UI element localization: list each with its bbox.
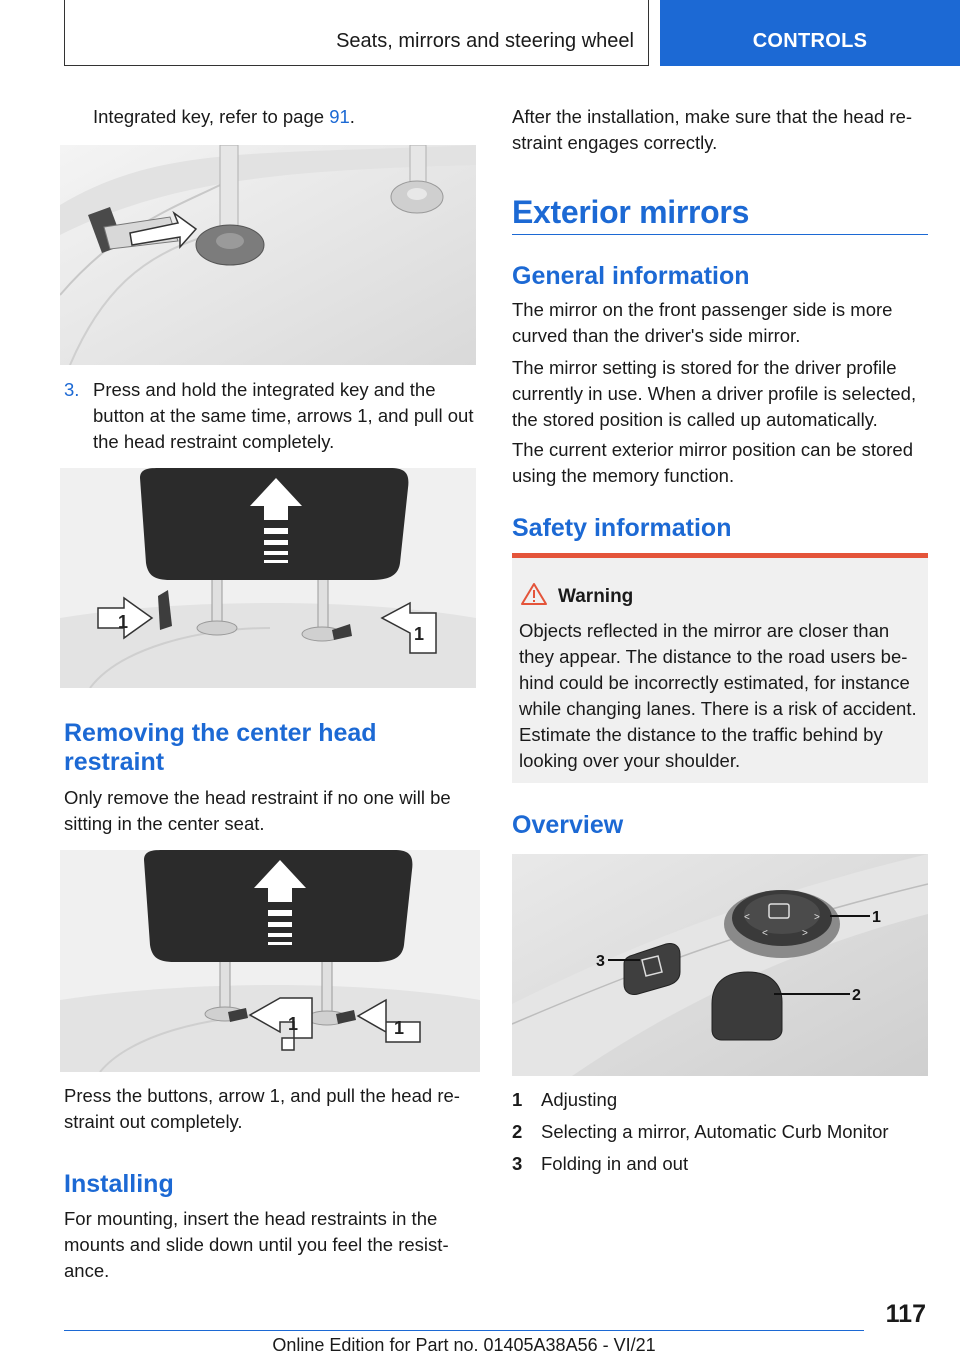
heading-exterior-mirrors: Exterior mirrors <box>512 194 750 230</box>
svg-text:>: > <box>802 928 808 939</box>
legend-item <box>512 1119 928 1145</box>
general-paragraph-1: The mirror on the front passenger side is more curved than the driver's side mirror. <box>512 299 893 346</box>
fig3-label-left: 1 <box>288 1014 299 1034</box>
fig4-label-2: 2 <box>852 987 861 1004</box>
figure-center-head-restraint <box>60 850 480 1072</box>
heading-overview: Overview <box>512 811 624 839</box>
fig3-label-right: 1 <box>394 1018 405 1038</box>
installing-paragraph: For mounting, insert the head restraints in the mounts and slide down until you feel the resistance. <box>64 1208 449 1281</box>
warning-text: Objects reflected in the mirror are closer than they appear. The distance to the road users behind could be incorrectly estimated, for instance while changing lanes. There is a risk of accident. Estimate the distance to the traffic behind by looking over your shoulder. <box>519 620 917 771</box>
fig2-label-right: 1 <box>414 624 425 644</box>
intro-suffix: . <box>349 106 355 127</box>
heading-removing-center: Removing the center head restraint <box>64 719 377 776</box>
warning-box <box>512 553 928 783</box>
legend-text: Adjusting <box>541 1089 618 1110</box>
heading-general-information: General information <box>512 262 750 290</box>
legend-text: Selecting a mirror, Automatic Curb Monitor <box>541 1121 889 1142</box>
header-section-box <box>64 0 649 66</box>
warning-triangle-icon <box>520 582 548 611</box>
step-text: Press and hold the integrated key and the button at the same time, arrows 1, and pull out the head restraint completely. <box>93 379 474 452</box>
general-paragraph-2: The mirror setting is stored for the driver profile currently in use. When a driver profile is selected, the stored position is called up automatically. <box>512 357 917 430</box>
fig4-label-3: 3 <box>596 953 605 970</box>
step-3 <box>64 377 474 457</box>
exterior-heading-rule <box>512 234 928 235</box>
legend-item <box>512 1087 928 1113</box>
legend-number: 3 <box>512 1153 523 1174</box>
figure-integrated-key <box>60 145 476 365</box>
legend-text: Folding in and out <box>541 1153 689 1174</box>
general-paragraph-3: The current exterior mirror position can be stored using the memory function. <box>512 439 914 486</box>
page-link[interactable]: 91 <box>329 106 350 127</box>
footer-rule <box>64 1330 864 1331</box>
fig2-label-left: 1 <box>118 612 129 632</box>
legend-number: 1 <box>512 1089 523 1110</box>
warning-title: Warning <box>558 586 634 607</box>
step-number: 3. <box>64 379 80 400</box>
page-number: 117 <box>885 1300 926 1328</box>
fig4-label-1: 1 <box>872 909 881 926</box>
after-install-paragraph: After the installation, make sure that the head restraint engages correctly. <box>512 106 913 153</box>
intro-paragraph <box>93 104 483 130</box>
figure-pull-head-restraint <box>60 468 476 688</box>
heading-installing: Installing <box>64 1170 174 1198</box>
heading-safety-information: Safety information <box>512 514 732 542</box>
footer-edition: Online Edition for Part no. 01405A38A56 - VI/21 <box>272 1335 656 1355</box>
legend-item <box>512 1151 928 1177</box>
header-chapter-tab[interactable] <box>660 0 960 66</box>
figure-mirror-controls <box>512 854 928 1076</box>
svg-text:<: < <box>762 928 768 939</box>
header-section-title: Seats, mirrors and steering wheel <box>336 30 634 52</box>
header-chapter-title: CONTROLS <box>752 30 868 52</box>
legend-number: 2 <box>512 1121 523 1142</box>
svg-text:>: > <box>814 912 820 923</box>
intro-prefix: Integrated key, refer to page <box>93 106 330 127</box>
center-paragraph: Only remove the head restraint if no one will be sitting in the center seat. <box>64 787 451 834</box>
svg-text:<: < <box>744 912 750 923</box>
press-buttons-paragraph: Press the buttons, arrow 1, and pull the head restraint out completely. <box>64 1085 460 1132</box>
